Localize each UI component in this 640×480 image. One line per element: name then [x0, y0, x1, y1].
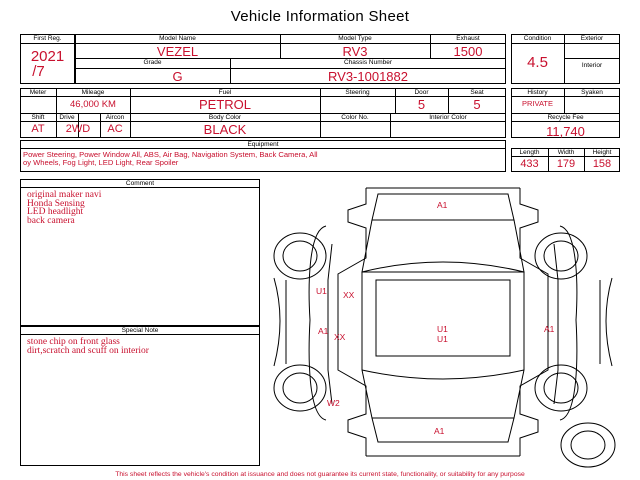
mileage-label: Mileage [81, 89, 105, 96]
condition-label: Condition [523, 35, 552, 42]
damage-mark-left-mid-2: XX [334, 332, 346, 342]
first-reg-label: First Reg. [33, 35, 62, 42]
width-value: 179 [556, 158, 576, 170]
damage-mark-front: A1 [437, 200, 448, 210]
shift-value: AT [31, 123, 45, 135]
special-note-line: dirt,scratch and scuff on interior [27, 345, 149, 356]
model-type-label: Model Type [338, 35, 372, 42]
comment-line: original maker navi [27, 190, 102, 200]
width-label: Width [557, 149, 575, 156]
aircon-label: Aircon [105, 114, 125, 121]
damage-mark-center-1: U1 [437, 324, 448, 334]
color-no-label: Color No. [341, 114, 369, 121]
grade-value: G [172, 69, 183, 84]
length-value: 433 [520, 158, 539, 170]
history-value: PRIVATE [522, 99, 553, 108]
seat-label: Seat [470, 89, 484, 96]
page-title: Vehicle Information Sheet [230, 8, 410, 25]
length-label: Length [519, 149, 540, 156]
shift-label: Shift [31, 114, 45, 121]
body-color-label: Body Color [208, 114, 242, 121]
special-note-label: Special Note [121, 327, 159, 334]
meter-label: Meter [29, 89, 47, 96]
interior-label: Interior [581, 62, 603, 69]
grade-label: Grade [143, 59, 162, 66]
damage-mark-center-2: U1 [437, 334, 448, 344]
exhaust-label: Exhaust [456, 35, 480, 42]
equipment-line-2: oy Wheels, Fog Light, LED Light, Rear Spoiler [23, 158, 179, 167]
damage-mark-left-mid-1: A1 [318, 326, 329, 336]
comment-label: Comment [125, 180, 155, 187]
door-label: Door [414, 89, 429, 96]
model-name-value: VEZEL [156, 44, 199, 59]
disclaimer-footer: This sheet reflects the vehicle's condition at issuance and does not guarantee its current state, functionality, or suitability for any purpose [115, 471, 525, 478]
height-value: 158 [592, 158, 612, 170]
special-note-line: stone chip on front glass [27, 337, 120, 347]
comment-line: LED headlight [27, 207, 84, 217]
first-reg-month: /7 [32, 63, 45, 80]
drive-label: Drive [59, 114, 75, 121]
comment-line: Honda Sensing [27, 198, 85, 209]
damage-mark-left-front-1: U1 [316, 286, 327, 296]
damage-mark-left-front-2: XX [343, 290, 355, 300]
chassis-label: Chassis Number [343, 59, 393, 66]
seat-value: 5 [473, 97, 481, 112]
comment-text [27, 191, 101, 225]
exhaust-value: 1500 [453, 44, 483, 59]
condition-value: 4.5 [527, 54, 548, 71]
damage-mark-rear: A1 [434, 426, 445, 436]
recycle-value: 11,740 [546, 124, 585, 139]
fuel-label: Fuel [218, 89, 232, 96]
chassis-value: RV3-1001882 [328, 69, 408, 84]
door-value: 5 [417, 97, 426, 112]
syaken-label: Syaken [581, 89, 603, 96]
equipment-line-1: Power Steering, Power Window All, ABS, Air Bag, Navigation System, Back Camera, All [23, 150, 318, 159]
special-note-text [27, 338, 149, 355]
body-color-value: BLACK [203, 122, 247, 137]
first-reg-year: 2021 [30, 48, 65, 65]
fuel-value: PETROL [198, 97, 251, 112]
history-label: History [527, 89, 548, 96]
equipment-label: Equipment [247, 141, 279, 148]
damage-mark-right-mid: A1 [544, 324, 555, 334]
steering-label: Steering [345, 89, 370, 96]
height-label: Height [592, 149, 612, 156]
exterior-label: Exterior [580, 35, 604, 42]
damage-mark-left-rear: W2 [327, 398, 340, 408]
comment-line: back camera [27, 215, 75, 226]
drive-value: 2WD [65, 123, 91, 135]
interior-color-label: Interior Color [429, 114, 467, 121]
aircon-value: AC [107, 123, 123, 135]
model-type-value: RV3 [342, 44, 368, 59]
wheel-icons [274, 233, 615, 467]
model-name-label: Model Name [159, 35, 196, 42]
recycle-label: Recycle Fee [547, 114, 584, 121]
mileage-value: 46,000 KM [70, 99, 116, 110]
